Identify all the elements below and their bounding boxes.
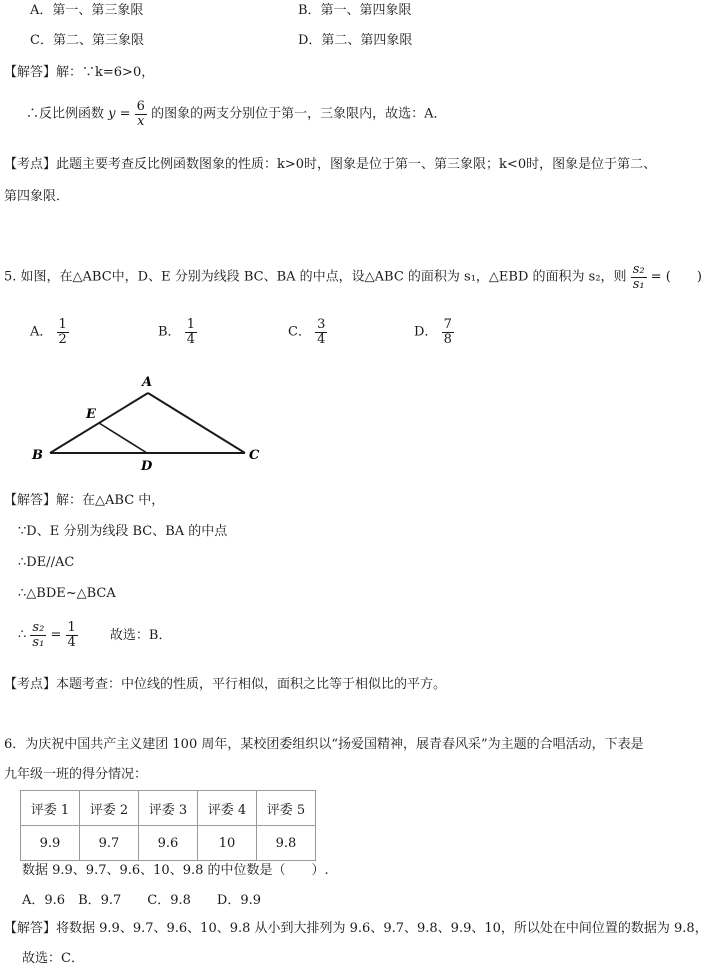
function-y: y = bbox=[108, 106, 131, 122]
q5-stem-text: 5. 如图，在△ABC中，D、E 分别为线段 BC、BA 的中点，设△ABC 的面积为 s₁，△EBD 的面积为 s₂，则 bbox=[4, 269, 627, 285]
q5-option-d bbox=[414, 318, 454, 346]
table-row bbox=[21, 826, 316, 861]
q5-stem-fraction bbox=[631, 263, 647, 291]
table-cell: 9.8 bbox=[257, 826, 316, 861]
fraction-denominator: 4 bbox=[317, 331, 326, 347]
table-header-cell: 评委 2 bbox=[80, 791, 139, 826]
fraction-denominator: 4 bbox=[186, 331, 195, 347]
fraction-denominator: s₁ bbox=[632, 276, 645, 292]
table-header-cell: 评委 5 bbox=[257, 791, 316, 826]
q6-solution-choice: 故选：C． bbox=[22, 951, 84, 966]
q5-option-c bbox=[288, 318, 327, 346]
fraction-numerator: 1 bbox=[58, 317, 67, 332]
option-fraction bbox=[185, 318, 197, 346]
table-header-cell: 评委 1 bbox=[21, 791, 80, 826]
option-d-prev: D．第二、第四象限 bbox=[298, 33, 413, 48]
segment-de bbox=[99, 423, 147, 453]
value-fraction bbox=[66, 621, 78, 649]
score-table bbox=[20, 790, 316, 861]
q5-option-b bbox=[158, 318, 197, 346]
q5-solution-line5 bbox=[18, 621, 171, 649]
fraction bbox=[135, 100, 147, 128]
table-header-row bbox=[21, 791, 316, 826]
fraction-numerator: 3 bbox=[317, 317, 326, 332]
q5-stem-end: = ( ) bbox=[650, 269, 702, 285]
solution-tag: 【解答】 bbox=[4, 921, 57, 936]
kaodian-text: 此题主要考查反比例函数图象的性质：k>0时，图象是位于第一、第三象限；k<0时，图象是位于第二、 bbox=[56, 157, 657, 172]
vertex-label-c: C bbox=[249, 448, 260, 463]
q5-kaodian bbox=[4, 677, 446, 693]
q5-solution-line4: ∴△BDE~△BCA bbox=[18, 586, 116, 601]
q5-solution-line1 bbox=[4, 493, 164, 509]
q5-option-a bbox=[30, 318, 69, 346]
option-b-prev: B．第一、第四象限 bbox=[298, 3, 412, 18]
vertex-label-d: D bbox=[141, 459, 153, 474]
fraction-numerator: 7 bbox=[443, 317, 452, 332]
vertex-label-b: B bbox=[32, 448, 43, 463]
fraction-numerator: s₂ bbox=[632, 262, 645, 277]
kaodian-tag: 【考点】 bbox=[4, 157, 57, 172]
table-cell: 9.7 bbox=[80, 826, 139, 861]
option-label: A． bbox=[30, 324, 53, 340]
solution-text: 的图象的两支分别位于第一，三象限内，故选：A． bbox=[151, 106, 447, 122]
solution-tag: 【解答】 bbox=[4, 493, 57, 508]
fraction-denominator: 2 bbox=[58, 331, 67, 347]
table-cell: 9.6 bbox=[139, 826, 198, 861]
option-label: B． bbox=[158, 324, 181, 340]
option-fraction bbox=[315, 318, 327, 346]
q6-stem-line2: 九年级一班的得分情况： bbox=[4, 767, 148, 782]
kaodian-tag: 【考点】 bbox=[4, 677, 57, 692]
kaodian-text: 本题考查：中位线的性质，平行相似，面积之比等于相似比的平方。 bbox=[56, 677, 447, 692]
table-cell: 9.9 bbox=[21, 826, 80, 861]
solution-tag: 【解答】 bbox=[4, 65, 57, 80]
vertex-label-e: E bbox=[86, 407, 96, 422]
prev-kaodian-line2: 第四象限． bbox=[4, 189, 70, 204]
option-fraction bbox=[442, 318, 454, 346]
q6-solution bbox=[4, 921, 708, 937]
q5-stem bbox=[4, 263, 702, 291]
prev-solution-line2 bbox=[26, 100, 446, 128]
ratio-fraction bbox=[30, 621, 46, 649]
fraction-denominator: 4 bbox=[67, 634, 76, 650]
fraction-numerator: 1 bbox=[67, 620, 76, 635]
prev-solution-line1 bbox=[4, 65, 154, 81]
q5-solution-line2: ∵D、E 分别为线段 BC、BA 的中点 bbox=[18, 524, 228, 539]
fraction-numerator: s₂ bbox=[32, 620, 45, 635]
prev-kaodian-line1 bbox=[4, 157, 656, 173]
segment-ac bbox=[148, 393, 245, 453]
fraction-numerator: 6 bbox=[136, 99, 145, 114]
option-label: D． bbox=[414, 324, 438, 340]
q6-options: A．9.6 B．9.7 C．9.8 D．9.9 bbox=[22, 893, 262, 908]
fraction-numerator: 1 bbox=[186, 317, 195, 332]
q6-stem-line1: 6．为庆祝中国共产主义建团 100 周年，某校团委组织以“扬爱国精神，展青春风采”为主题的合唱活动，下表是 bbox=[4, 737, 644, 752]
table-header-cell: 评委 3 bbox=[139, 791, 198, 826]
fraction-denominator: 8 bbox=[443, 331, 452, 347]
triangle-figure bbox=[0, 365, 300, 475]
q6-question: 数据 9.9、9.7、9.6、10、9.8 的中位数是（ ）. bbox=[22, 863, 329, 878]
option-fraction bbox=[57, 318, 69, 346]
therefore-symbol: ∴ bbox=[18, 627, 27, 643]
q5-solution-line3: ∴DE//AC bbox=[18, 555, 75, 570]
solution-text: 将数据 9.9、9.7、9.6、10、9.8 从小到大排列为 9.6、9.7、9.8、9.9、10，所以处在中间位置的数据为 9.8， bbox=[56, 921, 708, 936]
solution-text: ∴反比例函数 bbox=[26, 106, 105, 122]
table-header-cell: 评委 4 bbox=[198, 791, 257, 826]
fraction-denominator: x bbox=[137, 113, 145, 129]
solution-text: 解：∵k=6>0， bbox=[56, 65, 155, 80]
equals-sign: = bbox=[50, 627, 62, 643]
vertex-label-a: A bbox=[142, 375, 153, 390]
solution-text: 解：在△ABC 中， bbox=[56, 493, 165, 508]
fraction-denominator: s₁ bbox=[32, 634, 45, 650]
option-a-prev: A．第一、第三象限 bbox=[30, 3, 144, 18]
option-label: C． bbox=[288, 324, 311, 340]
option-c-prev: C．第二、第三象限 bbox=[30, 33, 144, 48]
solution-choice: 故选：B． bbox=[109, 627, 172, 643]
table-cell: 10 bbox=[198, 826, 257, 861]
